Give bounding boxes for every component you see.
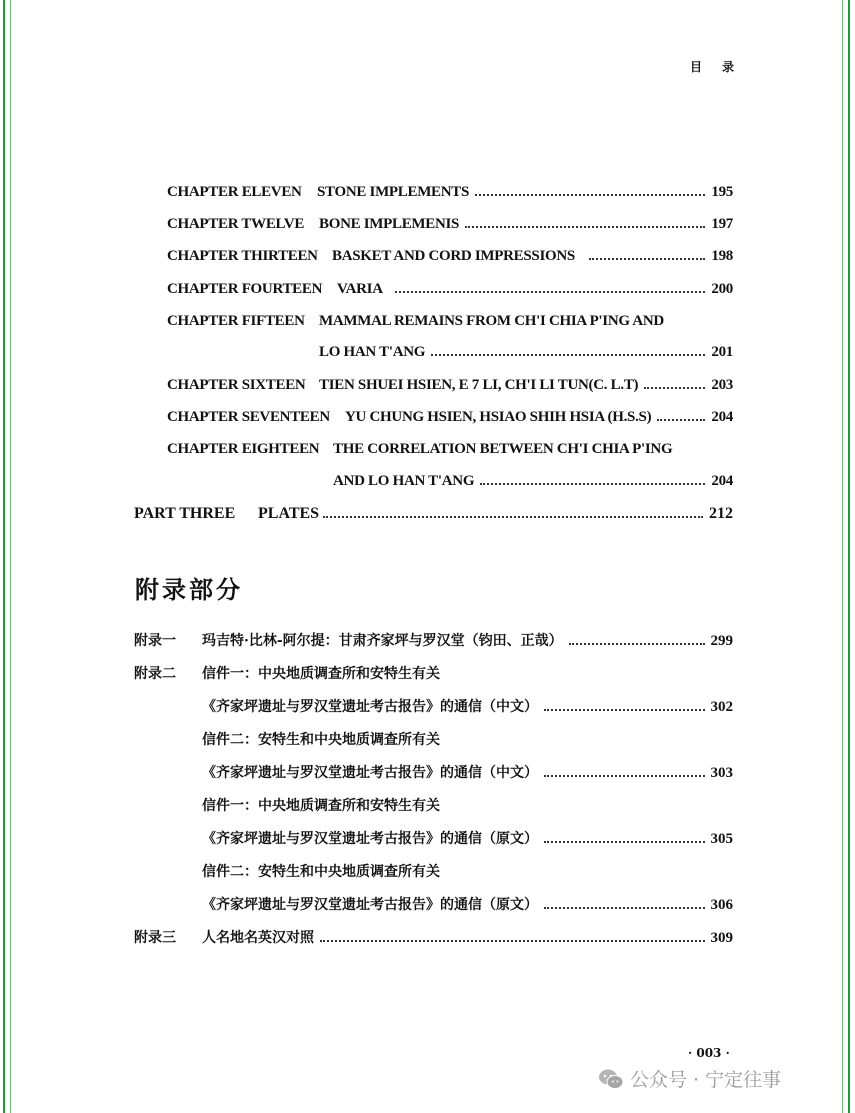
appendix-label: 附录二 [134,666,176,682]
chapter-label: CHAPTER SIXTEEN [167,377,306,393]
toc-entry-letter-1-cn[interactable] [202,696,733,716]
appendix-title: 《齐家坪遗址与罗汉堂遗址考古报告》的通信（中文） [202,765,538,781]
chapter-title: TIEN SHUEI HSIEN, E 7 LI, CH'I LI TUN(C. L.T) [319,377,639,393]
dot-leader [475,194,705,196]
toc-entry-appendix-3[interactable] [134,927,733,947]
toc-entry-appendix-2[interactable] [134,663,733,683]
appendix-title: 人名地名英汉对照 [202,930,314,946]
running-head: 目 录 [690,60,743,74]
watermark-text: 公众号 · 宁定往事 [630,1069,782,1091]
dot-leader [544,775,705,777]
chapter-title: THE CORRELATION BETWEEN CH'I CHIA P'ING [333,441,673,457]
chapter-title: YU CHUNG HSIEN, HSIAO SHIH HSIA (H.S.S) [345,409,652,425]
page-ref: 212 [709,505,733,522]
part-label: PART THREE [134,505,236,522]
toc-entry-chapter-thirteen[interactable] [167,248,733,265]
toc-entry-chapter-fifteen[interactable] [167,313,733,330]
page-ref: 203 [711,377,733,393]
appendix-section-title: 附录部分 [135,575,243,604]
appendix-title: 信件一：中央地质调查所和安特生有关 [202,666,440,682]
dot-leader [589,258,705,260]
page-ref: 302 [710,699,733,715]
toc-entry-chapter-seventeen[interactable] [167,409,733,426]
dot-leader [544,907,705,909]
page-ref: 306 [710,897,733,913]
toc-entry-chapter-sixteen[interactable] [167,377,733,394]
page-ref: 200 [711,281,733,297]
toc-entry-letter-2-heading[interactable] [202,729,733,749]
page-ref: 198 [711,248,733,264]
chapter-title-cont: AND LO HAN T'ANG [333,473,475,489]
watermark [598,1065,781,1092]
toc-entry-letter-2-orig-heading[interactable] [202,861,733,881]
toc-entry-letter-1-orig[interactable] [202,828,733,848]
chapter-title: BASKET AND CORD IMPRESSIONS [332,248,575,264]
appendix-title: 《齐家坪遗址与罗汉堂遗址考古报告》的通信（原文） [202,897,538,913]
chapter-label: CHAPTER TWELVE [167,216,305,232]
page-number: · 003 · [688,1046,730,1060]
appendix-title: 玛吉特·比林-阿尔提：甘肃齐家坪与罗汉堂（钧田、正哉） [202,633,563,649]
dot-leader [320,940,705,942]
appendix-title: 《齐家坪遗址与罗汉堂遗址考古报告》的通信（中文） [202,699,538,715]
appendix-label: 附录三 [134,930,176,946]
toc-entry-letter-2-orig[interactable] [202,894,733,914]
dot-leader [644,387,705,389]
toc-entry-chapter-fourteen[interactable] [167,281,733,298]
appendix-title: 信件二：安特生和中央地质调查所有关 [202,864,440,880]
toc-entry-chapter-eighteen[interactable] [167,441,733,458]
appendix-title: 《齐家坪遗址与罗汉堂遗址考古报告》的通信（原文） [202,831,538,847]
page-ref: 204 [711,409,733,425]
appendix-title: 信件一：中央地质调查所和安特生有关 [202,798,440,814]
dot-leader [657,419,705,421]
toc-entry-chapter-fifteen-cont[interactable] [319,344,733,361]
page-ref: 195 [711,184,733,200]
toc-entry-chapter-twelve[interactable] [167,216,733,233]
page-ref: 197 [711,216,733,232]
chapter-label: CHAPTER SEVENTEEN [167,409,330,425]
toc-entry-chapter-eleven[interactable] [167,184,733,201]
chapter-label: CHAPTER EIGHTEEN [167,441,320,457]
dot-leader [431,354,705,356]
dot-leader [323,516,703,518]
toc-entry-letter-2-cn[interactable] [202,762,733,782]
appendix-label: 附录一 [134,633,176,649]
chapter-title: STONE IMPLEMENTS [317,184,470,200]
dot-leader [480,483,705,485]
appendix-title: 信件二：安特生和中央地质调查所有关 [202,732,440,748]
page-ref: 309 [710,930,733,946]
chapter-label: CHAPTER FOURTEEN [167,281,323,297]
dot-leader [569,643,705,645]
dot-leader [395,291,706,293]
toc-entry-part-three[interactable] [134,505,733,523]
toc-entry-appendix-1[interactable] [134,630,733,650]
chapter-title: MAMMAL REMAINS FROM CH'I CHIA P'ING AND [319,313,664,329]
chapter-title: VARIA [337,281,383,297]
dot-leader [544,709,705,711]
wechat-icon [598,1068,624,1090]
page-ref: 305 [710,831,733,847]
chapter-label: CHAPTER ELEVEN [167,184,302,200]
page-ref: 201 [711,344,733,360]
page-ref: 299 [710,633,733,649]
part-title: PLATES [258,505,320,522]
chapter-title-cont: LO HAN T'ANG [319,344,426,360]
chapter-label: CHAPTER FIFTEEN [167,313,305,329]
toc-entry-chapter-eighteen-cont[interactable] [333,473,733,490]
chapter-label: CHAPTER THIRTEEN [167,248,318,264]
dot-leader [544,841,705,843]
toc-entry-letter-1-orig-heading[interactable] [202,795,733,815]
page-ref: 204 [711,473,733,489]
chapter-title: BONE IMPLEMENIS [319,216,460,232]
page-ref: 303 [710,765,733,781]
dot-leader [465,226,705,228]
